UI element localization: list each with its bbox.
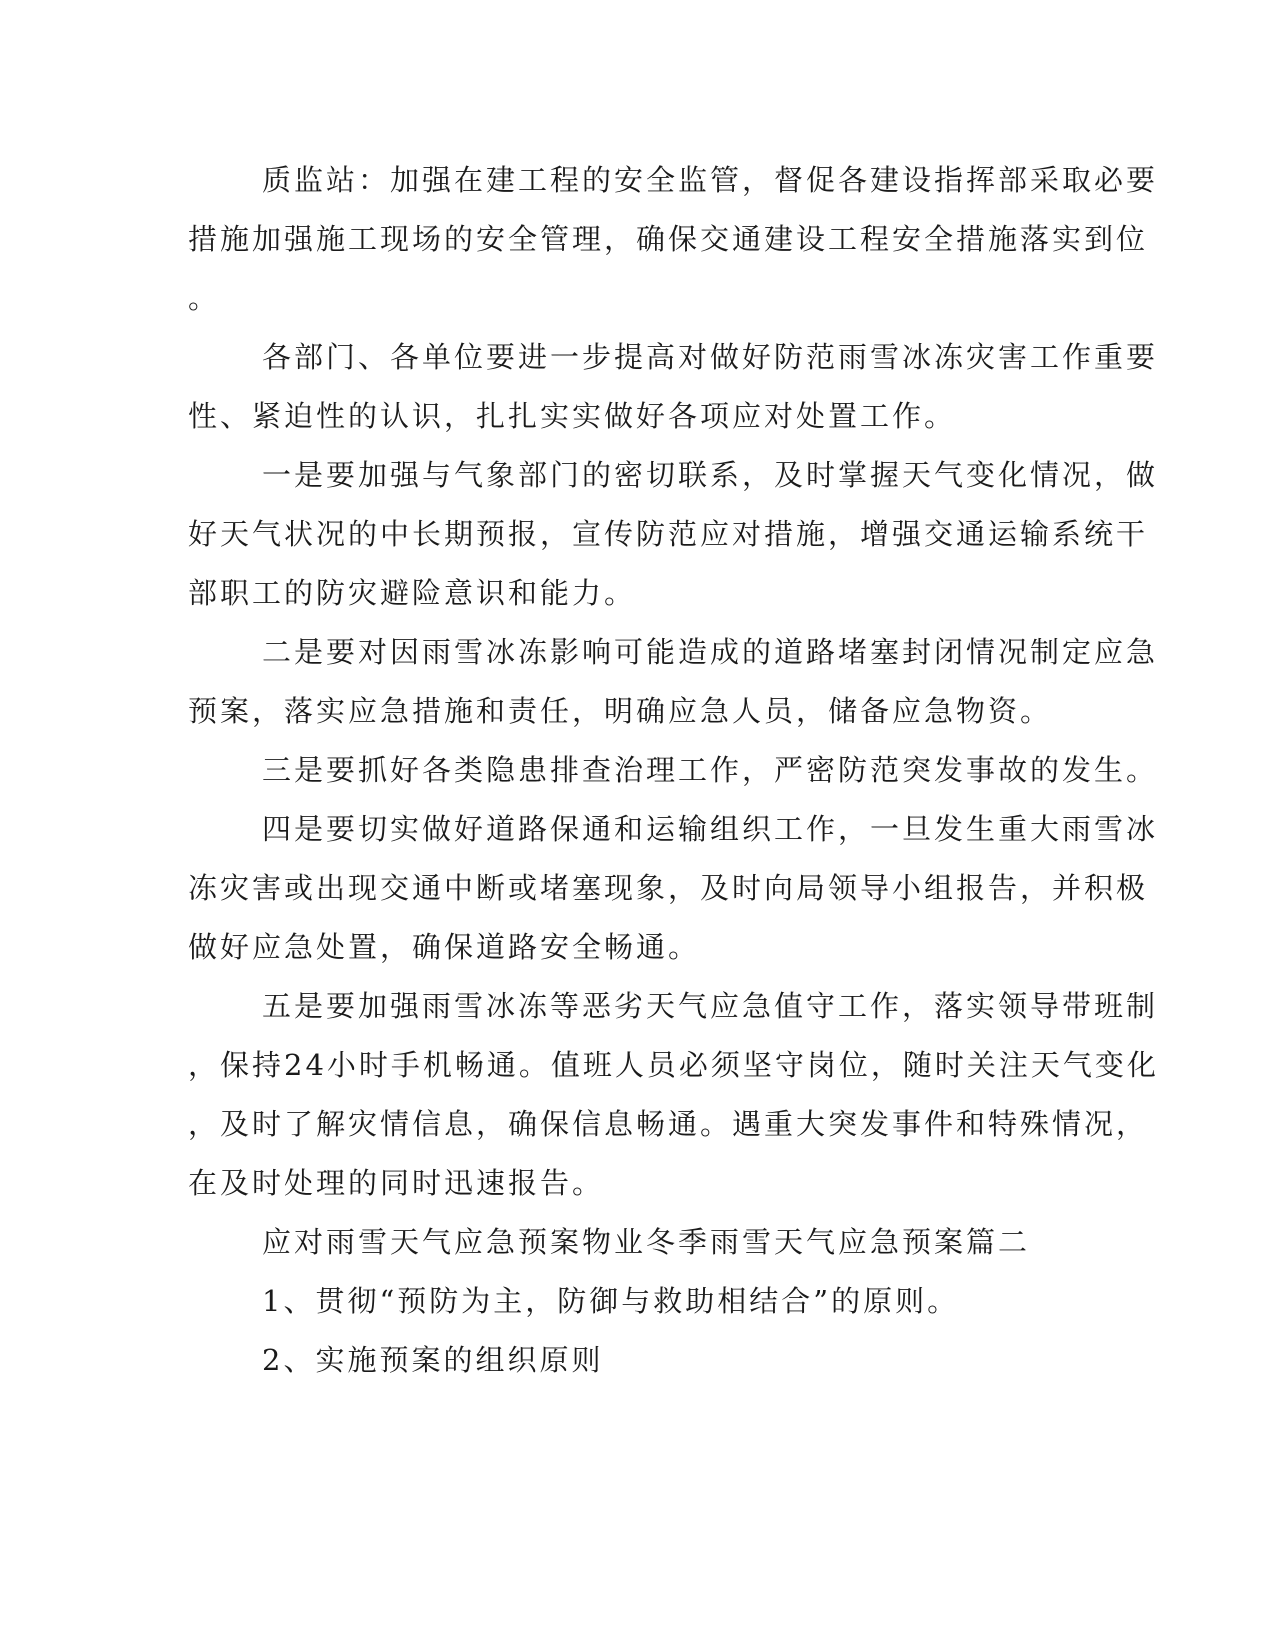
list-item: 1、贯彻“预防为主，防御与救助相结合”的原则。 [262, 1284, 960, 1318]
paragraph-line: 五是要加强雨雪冰冻等恶劣天气应急值守工作，落实领导带班制 [262, 989, 1159, 1023]
paragraph-line: 在及时处理的同时迅速报告。 [188, 1166, 605, 1200]
paragraph-line: 质监站：加强在建工程的安全监管，督促各建设指挥部采取必要 [262, 163, 1159, 197]
paragraph-line: 四是要切实做好道路保通和运输组织工作，一旦发生重大雨雪冰 [262, 812, 1159, 846]
paragraph-line: 做好应急处置，确保道路安全畅通。 [188, 930, 701, 964]
paragraph-line: 二是要对因雨雪冰冻影响可能造成的道路堵塞封闭情况制定应急 [262, 635, 1159, 669]
paragraph-line: ，及时了解灾情信息，确保信息畅通。遇重大突发事件和特殊情况， [188, 1107, 1149, 1141]
paragraph-line: 好天气状况的中长期预报，宣传防范应对措施，增强交通运输系统干 [188, 517, 1149, 551]
section-heading: 应对雨雪天气应急预案物业冬季雨雪天气应急预案篇二 [262, 1225, 1031, 1259]
paragraph-line: ，保持24小时手机畅通。值班人员必须坚守岗位，随时关注天气变化 [188, 1048, 1159, 1082]
paragraph-line: 措施加强施工现场的安全管理，确保交通建设工程安全措施落实到位 [188, 222, 1149, 256]
paragraph-line: 预案，落实应急措施和责任，明确应急人员，储备应急物资。 [188, 694, 1053, 728]
paragraph-line: 部职工的防灾避险意识和能力。 [188, 576, 637, 610]
paragraph-line: 性、紧迫性的认识，扎扎实实做好各项应对处置工作。 [188, 399, 957, 433]
paragraph-line: 冻灾害或出现交通中断或堵塞现象，及时向局领导小组报告，并积极 [188, 871, 1149, 905]
paragraph-line: 三是要抓好各类隐患排查治理工作，严密防范突发事故的发生。 [262, 753, 1159, 787]
paragraph-line: 。 [188, 281, 221, 315]
paragraph-line: 各部门、各单位要进一步提高对做好防范雨雪冰冻灾害工作重要 [262, 340, 1159, 374]
list-item: 2、实施预案的组织原则 [262, 1343, 604, 1377]
paragraph-line: 一是要加强与气象部门的密切联系，及时掌握天气变化情况，做 [262, 458, 1159, 492]
